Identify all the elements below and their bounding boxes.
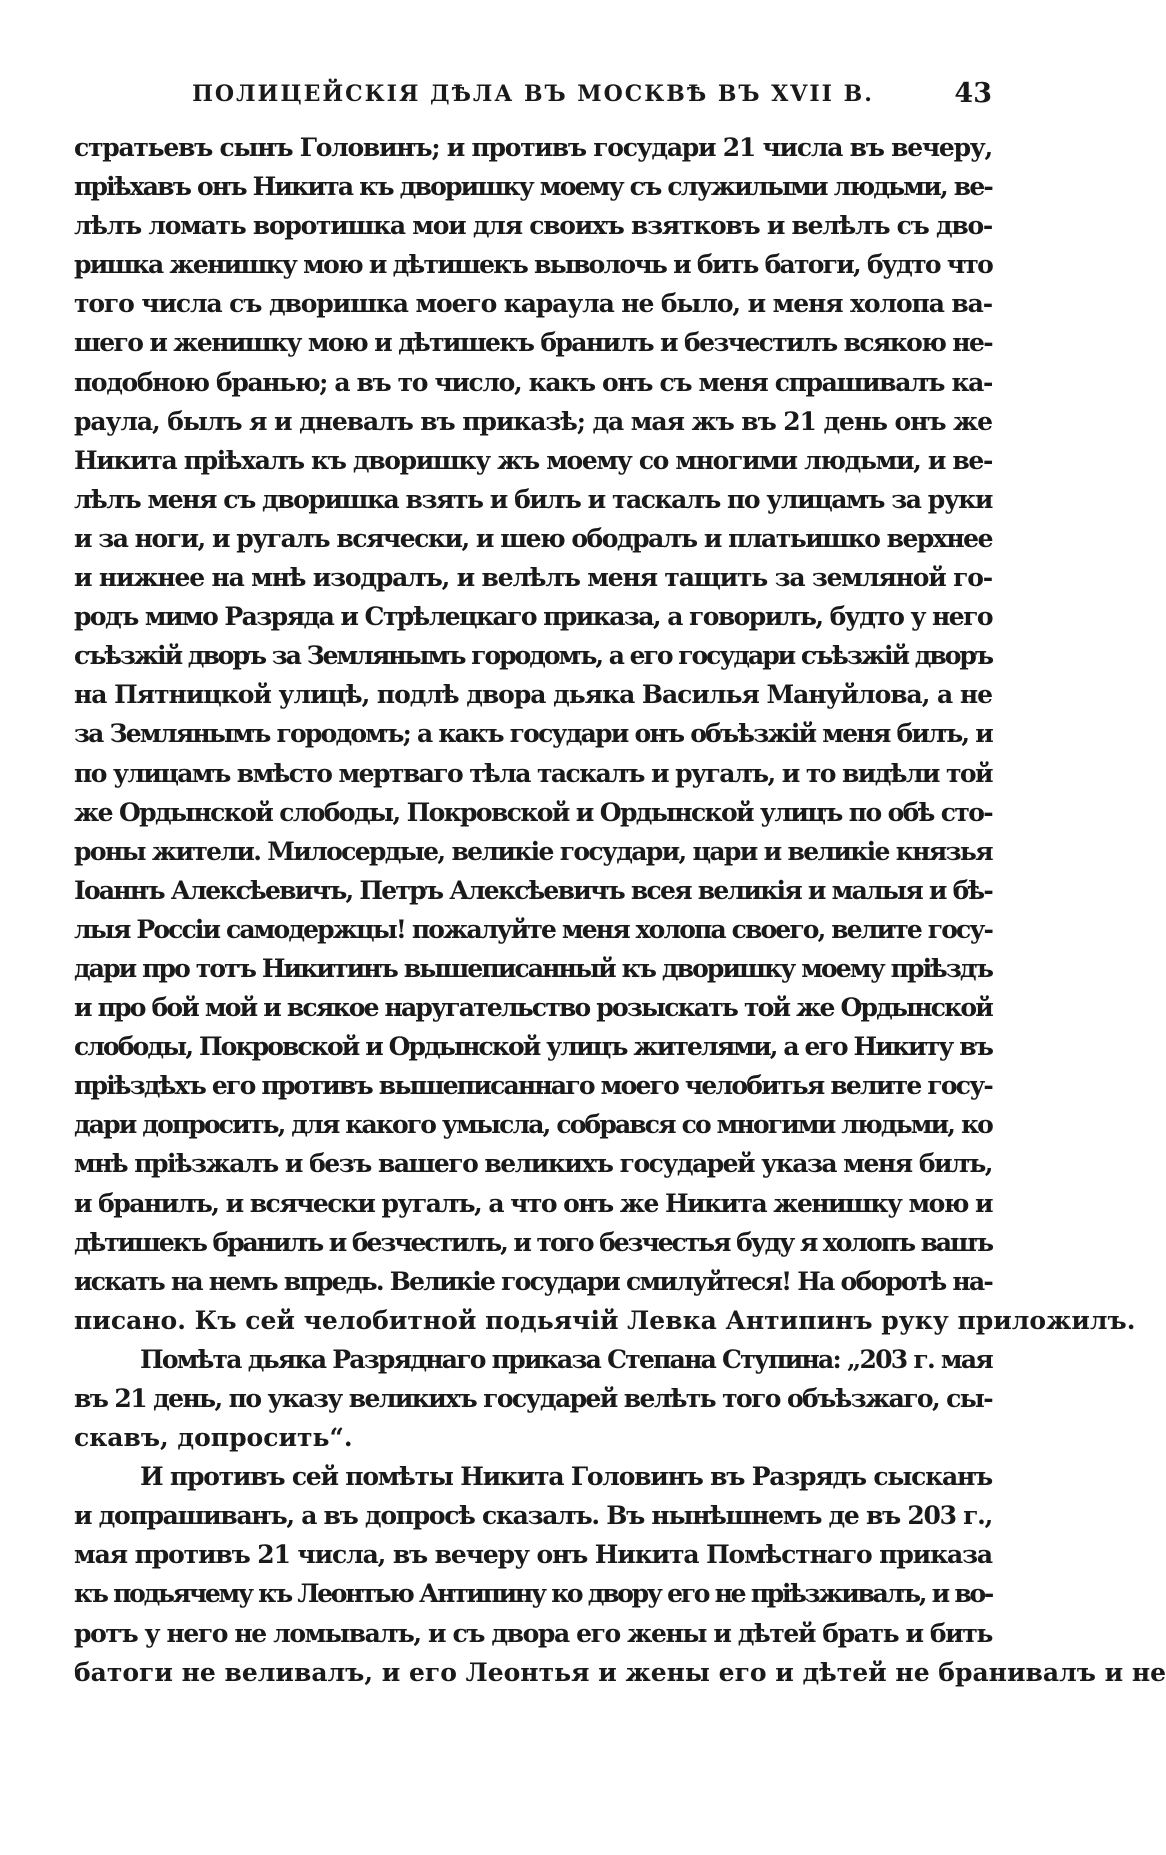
text-line: искать на немъ впредь. Великіе государи смилуйтеся! На оборотѣ на- — [74, 1266, 992, 1296]
text-line: писано. Къ сей челобитной подьячій Левка Антипинъ руку приложилъ. — [74, 1305, 1136, 1335]
text-line: мая противъ 21 числа, въ вечеру онъ Никита Помѣстнаго приказа — [74, 1540, 992, 1570]
text-line: дари допросить, для какого умысла, собрався со многими людьми, ко — [74, 1110, 992, 1140]
text-line: родъ мимо Разряда и Стрѣлецкаго приказа, а говорилъ, будто у него — [74, 602, 992, 632]
text-line: того числа съ дворишка моего караула не было, и меня холопа ва- — [74, 289, 992, 319]
text-line: къ подьячему къ Леонтью Антипину ко двору его не пріѣзживалъ, и во- — [74, 1579, 992, 1609]
running-head — [74, 74, 992, 114]
text-line: пріѣздѣхъ его противъ вышеписаннаго моего челобитья велите госу- — [74, 1071, 992, 1101]
text-line: дари про тотъ Никитинъ вышеписанный къ дворишку моему пріѣздъ — [74, 953, 992, 983]
text-line: ротъ у него не ломывалъ, и съ двора его жены и дѣтей брать и бить — [74, 1618, 992, 1648]
body-text — [74, 128, 1166, 1692]
text-line: ришка женишку мою и дѣтишекъ выволочь и бить батоги, будто что — [74, 250, 993, 280]
text-line: за Землянымъ городомъ; а какъ государи онъ объѣзжій меня билъ, и — [74, 719, 992, 749]
text-line: и за ноги, и ругалъ всячески, и шею ободралъ и платьишко верхнее — [74, 523, 992, 553]
text-line: Помѣта дьяка Разряднаго приказа Степана Ступина: „203 г. мая — [140, 1344, 992, 1374]
text-line: подобною бранью; а въ то число, какъ онъ съ меня спрашивалъ ка- — [74, 367, 992, 397]
text-line: и про бой мой и всякое наругательство розыскать той же Ордынской — [74, 993, 992, 1023]
page-number: 43 — [954, 78, 992, 109]
text-line: Іоаннъ Алексѣевичъ, Петръ Алексѣевичъ всея великія и малыя и бѣ- — [74, 875, 992, 905]
text-line: раула, былъ я и дневалъ въ приказѣ; да мая жъ въ 21 день онъ же — [74, 406, 992, 436]
text-line: слободы, Покровской и Ордынской улицъ жителями, а его Никиту въ — [74, 1032, 992, 1062]
text-line: лѣлъ меня съ дворишка взять и билъ и таскалъ по улицамъ за руки — [74, 484, 992, 514]
text-line: дѣтишекъ бранилъ и безчестилъ, и того безчестья буду я холопъ вашъ — [74, 1227, 992, 1257]
text-line: мнѣ пріѣзжалъ и безъ вашего великихъ государей указа меня билъ, — [74, 1149, 992, 1179]
text-line: въ 21 день, по указу великихъ государей велѣть того объѣзжаго, сы- — [74, 1384, 992, 1413]
text-line: роны жители. Милосердые, великіе государи, цари и великіе князья — [74, 836, 992, 866]
text-line: скавъ, допросить“. — [74, 1423, 353, 1453]
text-line: И противъ сей помѣты Никита Головинъ въ Разрядъ сысканъ — [140, 1462, 992, 1492]
text-line: лыя Россіи самодержцы! пожалуйте меня холопа своего, велите госу- — [74, 914, 992, 944]
running-title: ПОЛИЦЕЙСКІЯ ДѢЛА ВЪ МОСКВѢ ВЪ XVII В. — [192, 81, 874, 107]
text-line: лѣлъ ломать воротишка мои для своихъ взятковъ и велѣлъ съ дво- — [74, 211, 992, 241]
text-line: пріѣхавъ онъ Никита къ дворишку моему съ служилыми людьми, ве- — [74, 172, 992, 202]
text-line: съѣзжій дворъ за Землянымъ городомъ, а его государи съѣзжій дворъ — [74, 641, 992, 671]
text-line: и нижнее на мнѣ изодралъ, и велѣлъ меня тащить за земляной го- — [74, 563, 992, 593]
text-line: по улицамъ вмѣсто мертваго тѣла таскалъ и ругалъ, и то видѣли той — [74, 758, 993, 788]
text-line: и допрашиванъ, а въ допросѣ сказалъ. Въ нынѣшнемъ де въ 203 г., — [74, 1501, 992, 1531]
text-line: батоги не веливалъ, и его Леонтья и жены его и дѣтей не бранивалъ и не — [74, 1657, 1166, 1687]
text-line: же Ордынской слободы, Покровской и Ордынской улицъ по обѣ сто- — [74, 797, 992, 827]
text-line: Никита пріѣхалъ къ дворишку жъ моему со многими людьми, и ве- — [74, 445, 992, 475]
text-line: и бранилъ, и всячески ругалъ, а что онъ же Никита женишку мою и — [74, 1188, 992, 1218]
text-line: шего и женишку мою и дѣтишекъ бранилъ и безчестилъ всякою не- — [74, 328, 992, 358]
text-line: стратьевъ сынъ Головинъ; и противъ государи 21 числа въ вечеру, — [74, 133, 992, 162]
text-line: на Пятницкой улицѣ, подлѣ двора дьяка Василья Мануйлова, а не — [74, 680, 992, 710]
